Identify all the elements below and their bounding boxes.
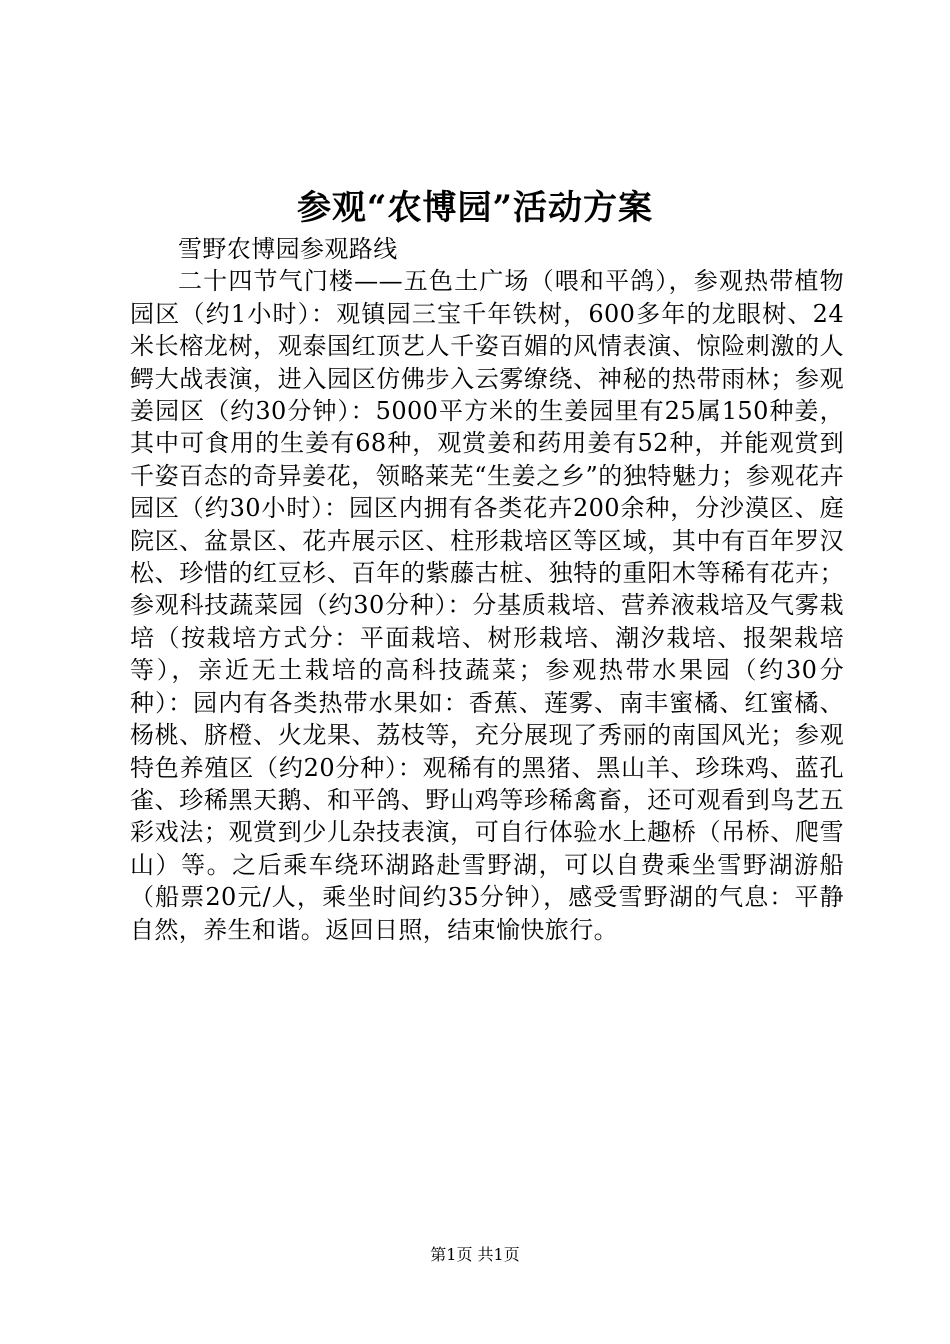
document-body	[130, 233, 844, 946]
page-footer: 第1页 共1页	[430, 1245, 520, 1264]
route-description: 二十四节气门楼——五色土广场（喂和平鸽），参观热带植物园区（约1小时）：观镇园三宝千年铁树，600多年的龙眼树、24米长榕龙树，观泰国红顶艺人千姿百媚的风情表演、惊险刺激的人鳄大战表演，进入园区仿佛步入云雾缭绕、神秘的热带雨林；参观姜园区（约30分钟）：5000平方米的生姜园里有25属150种姜，其中可食用的生姜有68种，观赏姜和药用姜有52种，并能观赏到千姿百态的奇异姜花，领略莱芜“生姜之乡”的独特魅力；参观花卉园区（约30小时）：园区内拥有各类花卉200余种，分沙漠区、庭院区、盆景区、花卉展示区、柱形栽培区等区域，其中有百年罗汉松、珍惜的红豆杉、百年的紫藤古桩、独特的重阳木等稀有花卉；参观科技蔬菜园（约30分种）：分基质栽培、营养液栽培及气雾栽培（按栽培方式分：平面栽培、树形栽培、潮汐栽培、报架栽培等），亲近无土栽培的高科技蔬菜；参观热带水果园（约30分种）：园内有各类热带水果如：香蕉、莲雾、南丰蜜橘、红蜜橘、杨桃、脐橙、火龙果、荔枝等，充分展现了秀丽的南国风光；参观特色养殖区（约20分种）：观稀有的黑猪、黑山羊、珍珠鸡、蓝孔雀、珍稀黑天鹅、和平鸽、野山鸡等珍稀禽畜，还可观看到鸟艺五彩戏法；观赏到少儿杂技表演，可自行体验水上趣桥（吊桥、爬雪山）等。之后乘车绕环湖路赴雪野湖，可以自费乘坐雪野湖游船（船票20元/人，乘坐时间约35分钟），感受雪野湖的气息：平静自然，养生和谐。返回日照，结束愉快旅行。	[130, 267, 844, 944]
route-heading: 雪野农博园参观路线	[178, 235, 398, 263]
document-title: 参观“农博园”活动方案	[296, 188, 654, 228]
